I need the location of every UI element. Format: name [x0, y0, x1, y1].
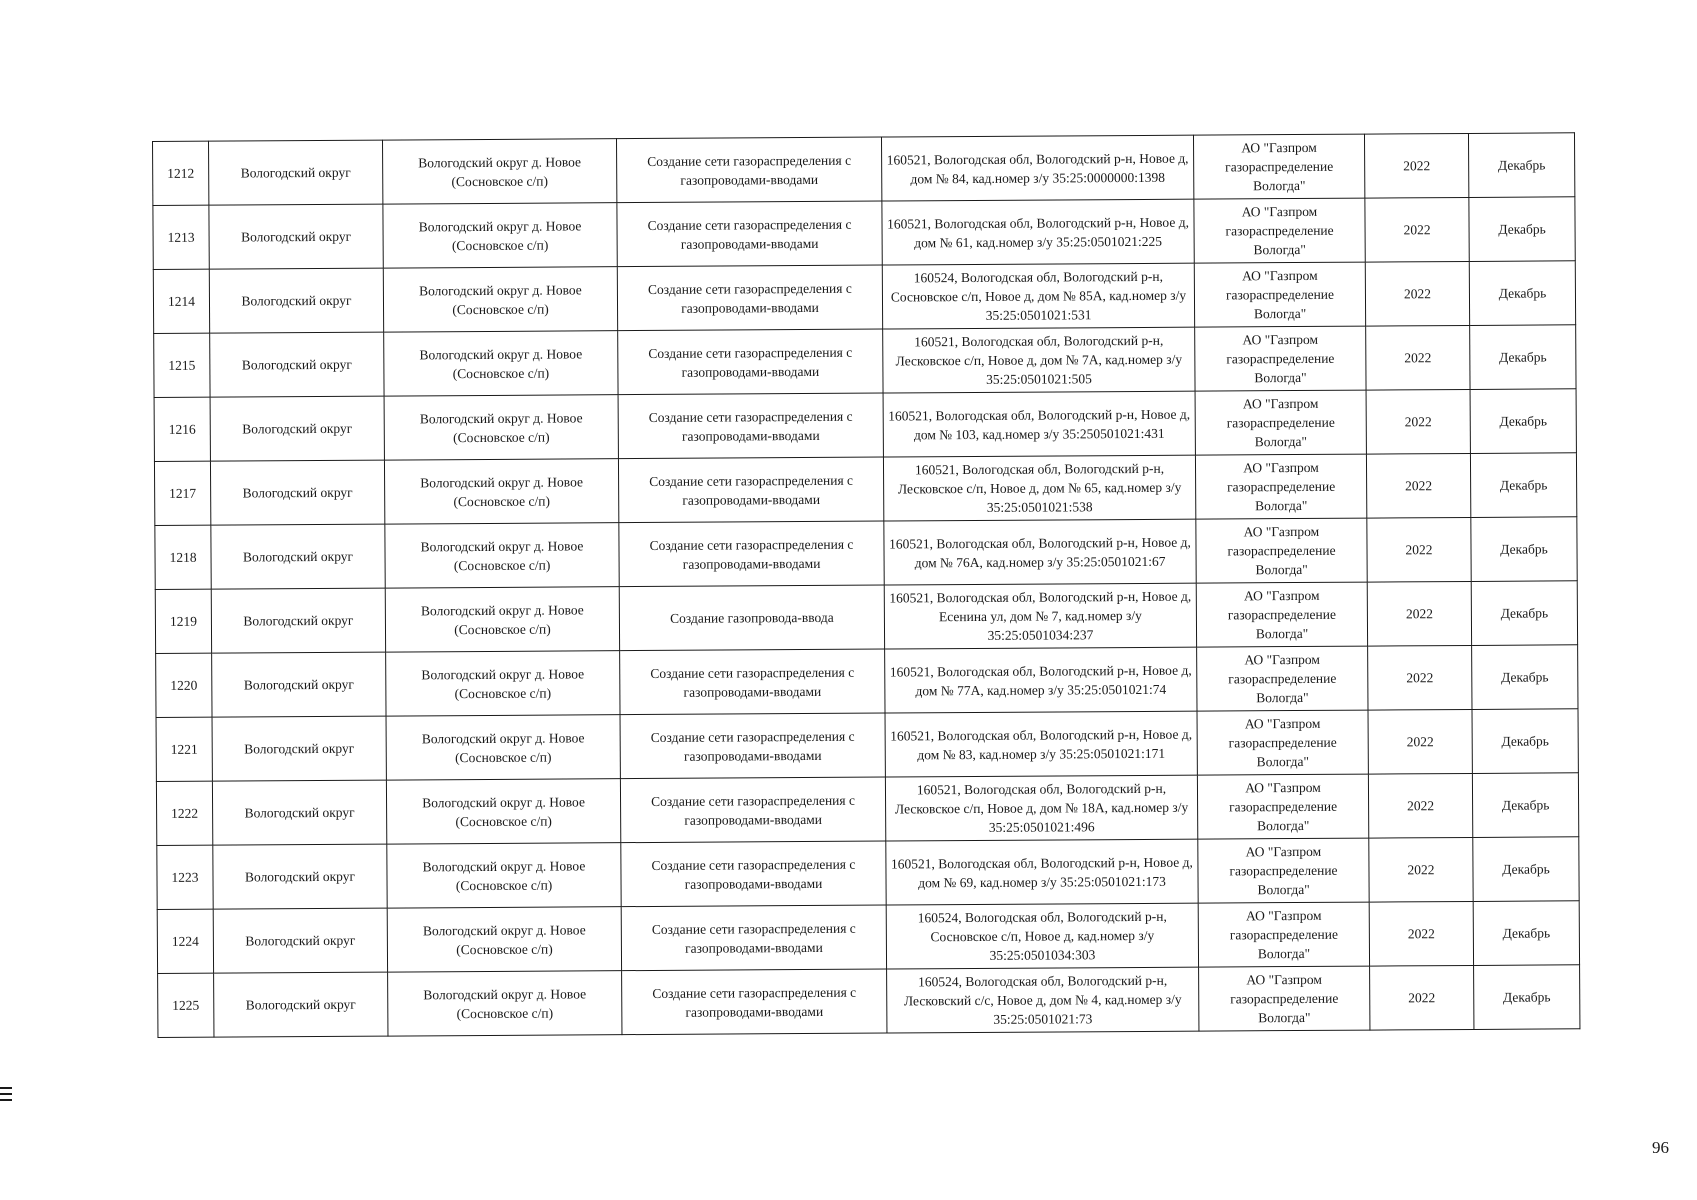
work-type-cell: Создание сети газораспределения с газопроводами-вводами: [618, 457, 883, 523]
work-type-cell: Создание сети газораспределения с газопроводами-вводами: [617, 201, 882, 267]
table-row: [156, 709, 1578, 782]
address-cell: 160521, Вологодская обл, Вологодский р-н, Новое д, дом № 77А, кад.номер з/у 35:25:0501021:74: [885, 647, 1197, 713]
work-type-cell: Создание сети газораспределения с газопроводами-вводами: [622, 969, 887, 1035]
month-cell: Декабрь: [1472, 709, 1578, 774]
work-type-cell: Создание сети газораспределения с газопроводами-вводами: [620, 777, 885, 843]
organization-cell: АО "Газпром газораспределение Вологда": [1195, 390, 1366, 455]
table-row: [154, 389, 1576, 462]
row-number-cell: 1215: [154, 333, 210, 397]
row-number-cell: 1221: [156, 717, 212, 781]
year-cell: 2022: [1365, 197, 1469, 262]
okrug-cell: Вологодский округ: [212, 716, 386, 781]
address-cell: 160521, Вологодская обл, Вологодский р-н, Новое д, Есенина ул, дом № 7, кад.номер з/у 35:25:0501034:237: [884, 583, 1196, 649]
okrug-cell: Вологодский округ: [210, 396, 384, 461]
year-cell: 2022: [1366, 389, 1470, 454]
month-cell: Декабрь: [1470, 389, 1576, 454]
table-row: [155, 517, 1577, 590]
okrug-cell: Вологодский округ: [211, 524, 385, 589]
registry-table-body: [153, 133, 1580, 1038]
locality-cell: Вологодский округ д. Новое (Сосновское с/п): [383, 203, 617, 268]
month-cell: Декабрь: [1468, 133, 1574, 198]
month-cell: Декабрь: [1473, 837, 1579, 902]
month-cell: Декабрь: [1469, 197, 1575, 262]
work-type-cell: Создание сети газораспределения с газопроводами-вводами: [618, 393, 883, 459]
table-row: [157, 901, 1579, 974]
table-row: [155, 581, 1577, 654]
locality-cell: Вологодский округ д. Новое (Сосновское с/п): [386, 651, 620, 716]
organization-cell: АО "Газпром газораспределение Вологда": [1199, 966, 1370, 1031]
organization-cell: АО "Газпром газораспределение Вологда": [1198, 838, 1369, 903]
row-number-cell: 1224: [157, 909, 213, 973]
row-number-cell: 1219: [155, 589, 211, 653]
locality-cell: Вологодский округ д. Новое (Сосновское с/п): [383, 267, 617, 332]
work-type-cell: Создание сети газораспределения с газопроводами-вводами: [621, 841, 886, 907]
row-number-cell: 1222: [156, 781, 212, 845]
locality-cell: Вологодский округ д. Новое (Сосновское с/п): [386, 779, 620, 844]
row-number-cell: 1213: [153, 205, 209, 269]
organization-cell: АО "Газпром газораспределение Вологда": [1193, 134, 1364, 199]
okrug-cell: Вологодский округ: [210, 332, 384, 397]
organization-cell: АО "Газпром газораспределение Вологда": [1196, 582, 1367, 647]
row-number-cell: 1217: [154, 461, 210, 525]
organization-cell: АО "Газпром газораспределение Вологда": [1197, 646, 1368, 711]
page-number: 96: [1652, 1138, 1669, 1157]
year-cell: 2022: [1366, 453, 1470, 518]
month-cell: Декабрь: [1471, 581, 1577, 646]
row-number-cell: 1225: [158, 973, 214, 1037]
address-cell: 160521, Вологодская обл, Вологодский р-н, Новое д, дом № 76А, кад.номер з/у 35:25:0501021:67: [884, 519, 1196, 585]
year-cell: 2022: [1367, 517, 1471, 582]
work-type-cell: Создание сети газораспределения с газопроводами-вводами: [620, 713, 885, 779]
address-cell: 160521, Вологодская обл, Вологодский р-н, Лесковское с/п, Новое д, дом № 18А, кад.номер з/у 35:25:0501021:496: [885, 775, 1197, 841]
row-number-cell: 1216: [154, 397, 210, 461]
table-row: [154, 453, 1576, 526]
okrug-cell: Вологодский округ: [214, 972, 388, 1037]
table-row: [156, 645, 1578, 718]
month-cell: Декабрь: [1472, 773, 1578, 838]
address-cell: 160521, Вологодская обл, Вологодский р-н, Лесковское с/п, Новое д, дом № 7А, кад.номер з/у 35:25:0501021:505: [883, 327, 1195, 393]
address-cell: 160524, Вологодская обл, Вологодский р-н, Сосновское с/п, Новое д, кад.номер з/у 35:25:0501034:303: [886, 903, 1198, 969]
scan-edge-mark: [0, 1087, 12, 1107]
year-cell: 2022: [1368, 645, 1472, 710]
work-type-cell: Создание сети газораспределения с газопроводами-вводами: [619, 521, 884, 587]
locality-cell: Вологодский округ д. Новое (Сосновское с/п): [387, 843, 621, 908]
work-type-cell: Создание сети газораспределения с газопроводами-вводами: [617, 265, 882, 331]
work-type-cell: Создание сети газораспределения с газопроводами-вводами: [621, 905, 886, 971]
table-row: [158, 965, 1580, 1038]
locality-cell: Вологодский округ д. Новое (Сосновское с/п): [386, 715, 620, 780]
organization-cell: АО "Газпром газораспределение Вологда": [1197, 774, 1368, 839]
locality-cell: Вологодский округ д. Новое (Сосновское с/п): [387, 907, 621, 972]
year-cell: 2022: [1366, 325, 1470, 390]
gas-network-registry-table: [152, 132, 1580, 1038]
locality-cell: Вологодский округ д. Новое (Сосновское с/п): [385, 587, 619, 652]
organization-cell: АО "Газпром газораспределение Вологда": [1197, 710, 1368, 775]
month-cell: Декабрь: [1470, 325, 1576, 390]
table-row: [153, 133, 1575, 206]
locality-cell: Вологодский округ д. Новое (Сосновское с/п): [384, 331, 618, 396]
organization-cell: АО "Газпром газораспределение Вологда": [1194, 198, 1365, 263]
month-cell: Декабрь: [1471, 517, 1577, 582]
locality-cell: Вологодский округ д. Новое (Сосновское с/п): [382, 139, 616, 204]
year-cell: 2022: [1370, 965, 1474, 1030]
organization-cell: АО "Газпром газораспределение Вологда": [1194, 262, 1365, 327]
address-cell: 160524, Вологодская обл, Вологодский р-н, Лесковский с/с, Новое д, дом № 4, кад.номер з/у 35:25:0501021:73: [887, 967, 1199, 1033]
okrug-cell: Вологодский округ: [213, 844, 387, 909]
address-cell: 160521, Вологодская обл, Вологодский р-н, Лесковское с/п, Новое д, дом № 65, кад.номер з/у 35:25:0501021:538: [883, 455, 1195, 521]
organization-cell: АО "Газпром газораспределение Вологда": [1198, 902, 1369, 967]
table-row: [156, 773, 1578, 846]
work-type-cell: Создание сети газораспределения с газопроводами-вводами: [616, 137, 881, 203]
year-cell: 2022: [1368, 773, 1472, 838]
year-cell: 2022: [1364, 133, 1468, 198]
okrug-cell: Вологодский округ: [212, 780, 386, 845]
work-type-cell: Создание сети газораспределения с газопроводами-вводами: [618, 329, 883, 395]
okrug-cell: Вологодский округ: [211, 588, 385, 653]
locality-cell: Вологодский округ д. Новое (Сосновское с/п): [388, 971, 622, 1036]
organization-cell: АО "Газпром газораспределение Вологда": [1195, 454, 1366, 519]
address-cell: 160521, Вологодская обл, Вологодский р-н, Новое д, дом № 84, кад.номер з/у 35:25:0000000:1398: [881, 135, 1193, 201]
table-row: [154, 325, 1576, 398]
address-cell: 160521, Вологодская обл, Вологодский р-н, Новое д, дом № 61, кад.номер з/у 35:25:0501021:225: [882, 199, 1194, 265]
okrug-cell: Вологодский округ: [209, 268, 383, 333]
address-cell: 160521, Вологодская обл, Вологодский р-н, Новое д, дом № 103, кад.номер з/у 35:250501021:431: [883, 391, 1195, 457]
okrug-cell: Вологодский округ: [209, 204, 383, 269]
row-number-cell: 1214: [153, 269, 209, 333]
month-cell: Декабрь: [1469, 261, 1575, 326]
organization-cell: АО "Газпром газораспределение Вологда": [1196, 518, 1367, 583]
month-cell: Декабрь: [1473, 901, 1579, 966]
address-cell: 160521, Вологодская обл, Вологодский р-н, Новое д, дом № 69, кад.номер з/у 35:25:0501021:173: [886, 839, 1198, 905]
row-number-cell: 1220: [156, 653, 212, 717]
table-row: [157, 837, 1579, 910]
year-cell: 2022: [1365, 261, 1469, 326]
table-row: [153, 261, 1575, 334]
row-number-cell: 1218: [155, 525, 211, 589]
work-type-cell: Создание газопровода-ввода: [619, 585, 884, 651]
row-number-cell: 1223: [157, 845, 213, 909]
locality-cell: Вологодский округ д. Новое (Сосновское с/п): [385, 523, 619, 588]
okrug-cell: Вологодский округ: [213, 908, 387, 973]
month-cell: Декабрь: [1474, 965, 1580, 1030]
row-number-cell: 1212: [153, 141, 209, 205]
work-type-cell: Создание сети газораспределения с газопроводами-вводами: [620, 649, 885, 715]
address-cell: 160524, Вологодская обл, Вологодский р-н, Сосновское с/п, Новое д, дом № 85А, кад.номер з/у 35:25:0501021:531: [882, 263, 1194, 329]
okrug-cell: Вологодский округ: [209, 140, 383, 205]
locality-cell: Вологодский округ д. Новое (Сосновское с/п): [384, 459, 618, 524]
year-cell: 2022: [1368, 709, 1472, 774]
organization-cell: АО "Газпром газораспределение Вологда": [1195, 326, 1366, 391]
month-cell: Декабрь: [1472, 645, 1578, 710]
year-cell: 2022: [1367, 581, 1471, 646]
locality-cell: Вологодский округ д. Новое (Сосновское с/п): [384, 395, 618, 460]
year-cell: 2022: [1369, 837, 1473, 902]
okrug-cell: Вологодский округ: [210, 460, 384, 525]
month-cell: Декабрь: [1470, 453, 1576, 518]
okrug-cell: Вологодский округ: [212, 652, 386, 717]
year-cell: 2022: [1369, 901, 1473, 966]
address-cell: 160521, Вологодская обл, Вологодский р-н, Новое д, дом № 83, кад.номер з/у 35:25:0501021:171: [885, 711, 1197, 777]
table-row: [153, 197, 1575, 270]
